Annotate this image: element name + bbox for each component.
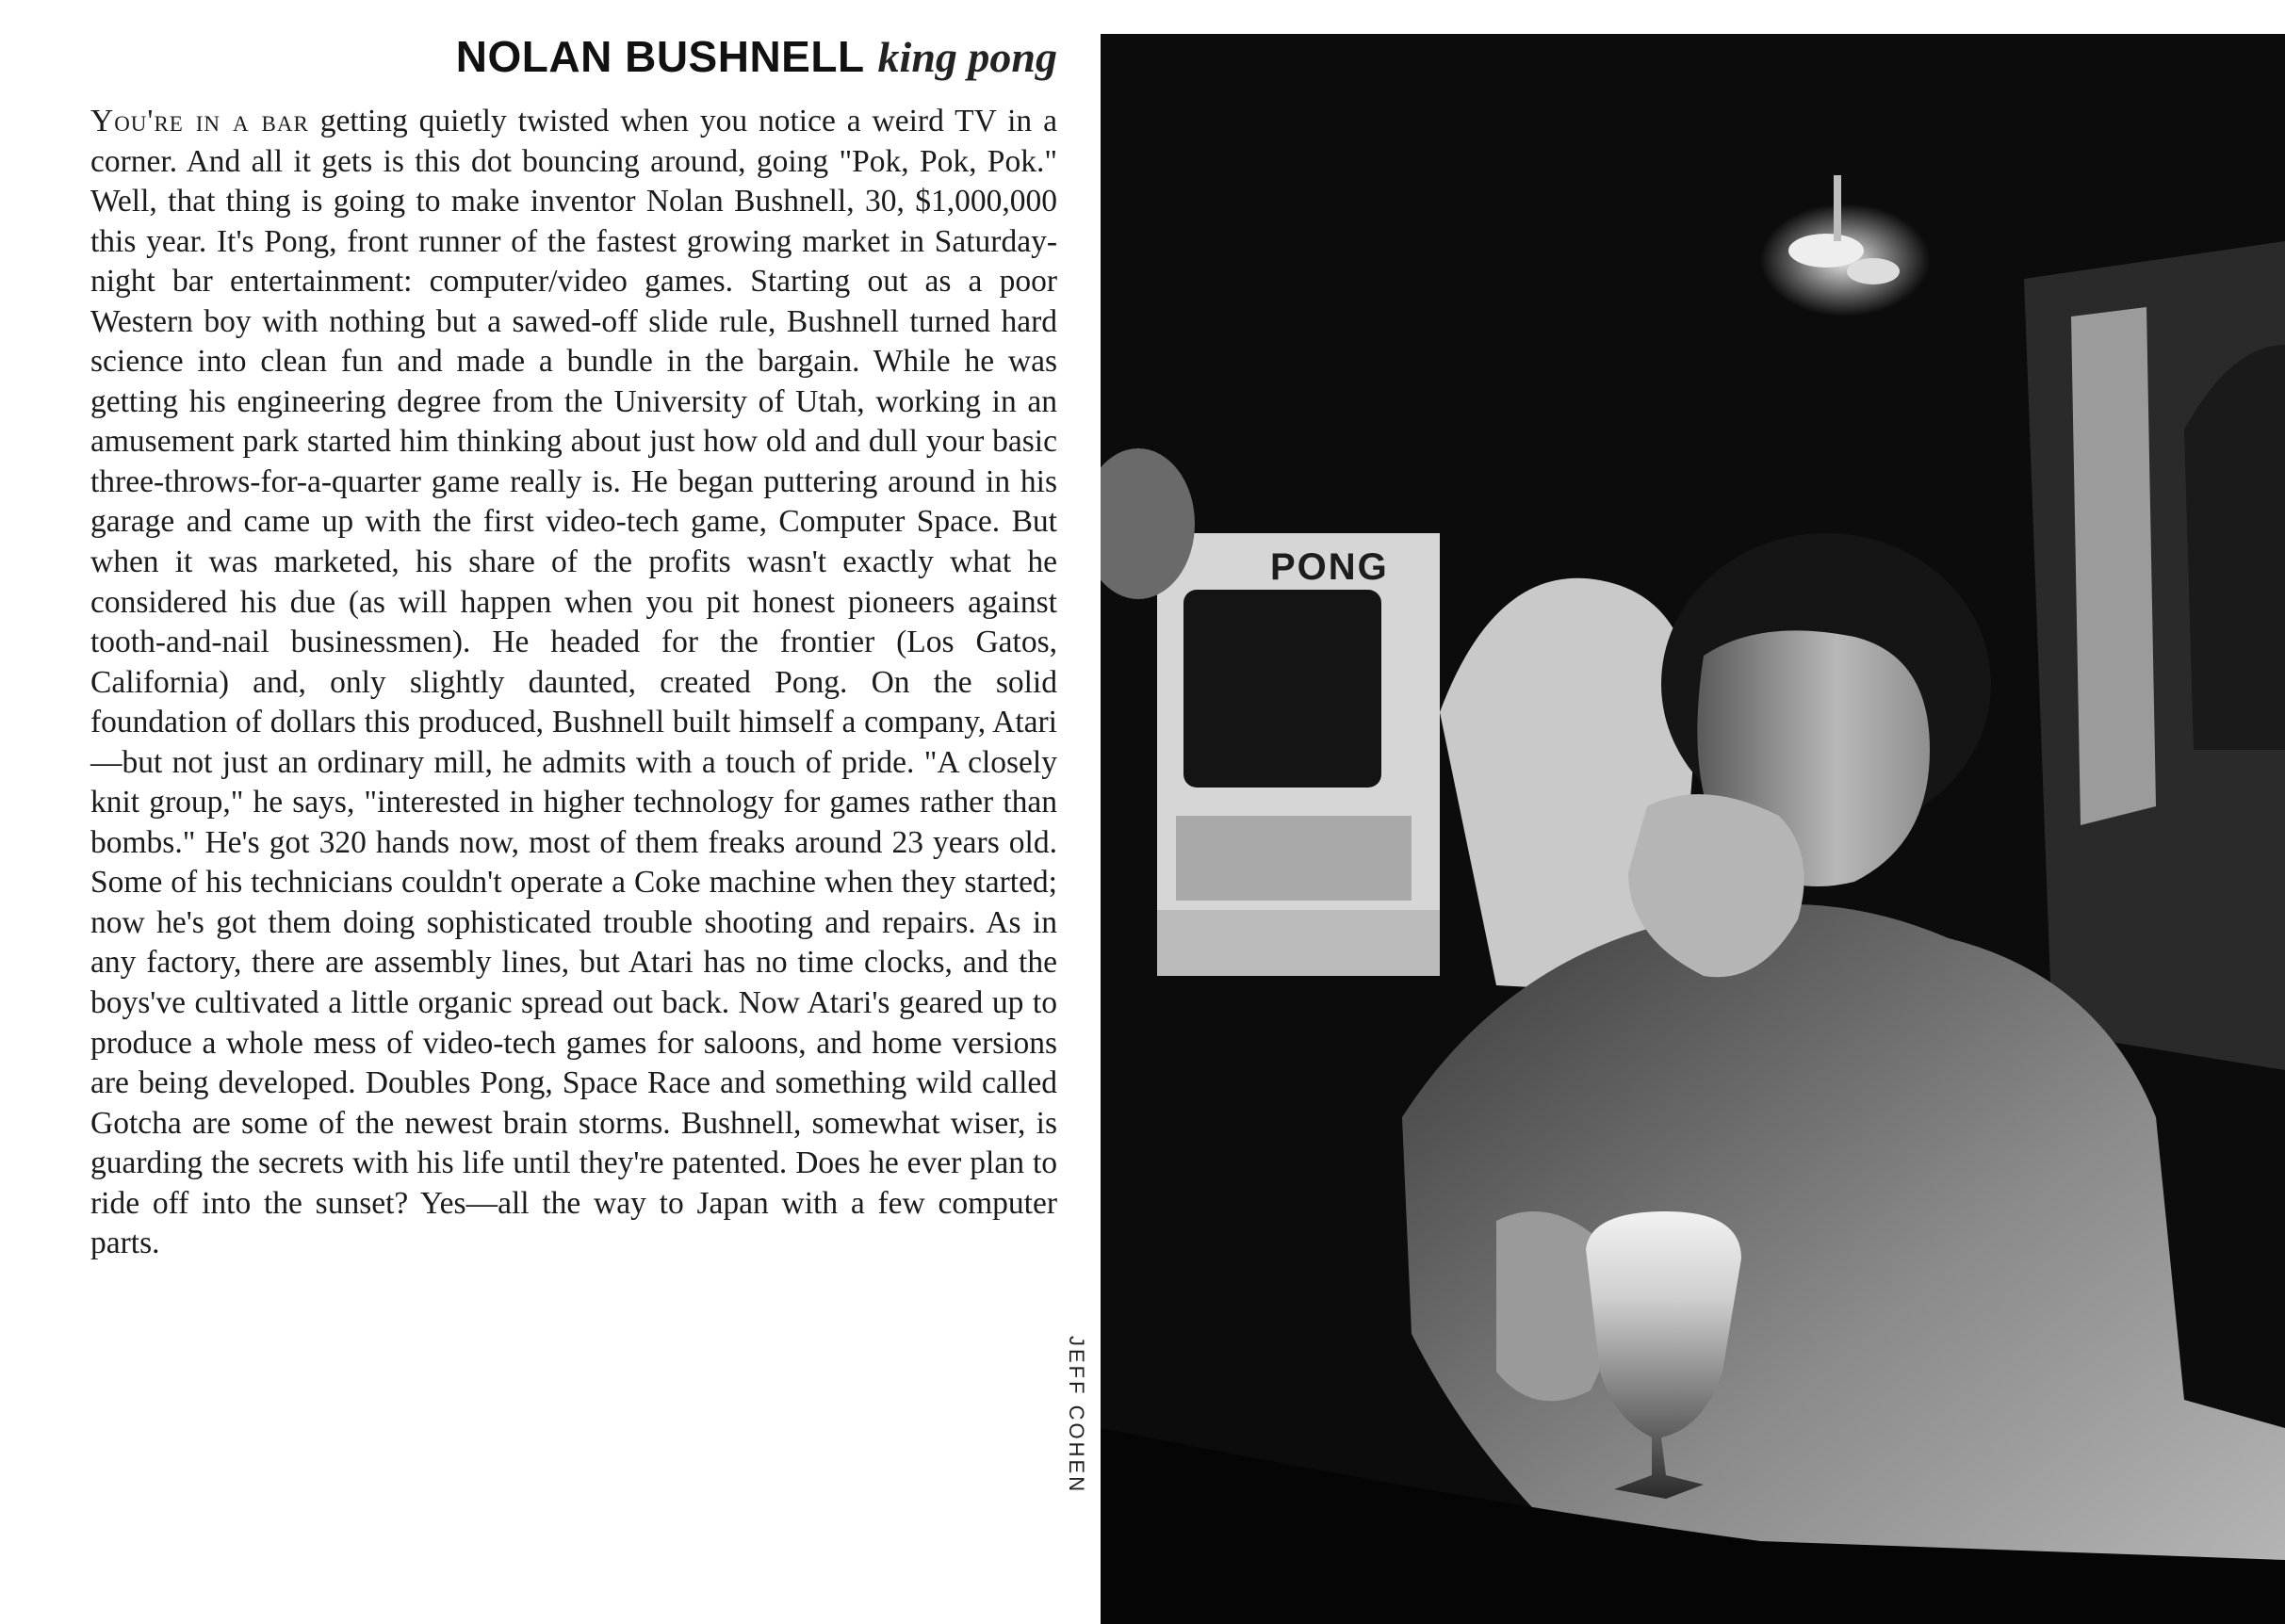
headline-subtitle: king pong <box>877 33 1057 81</box>
article-lead-in: You're in a bar <box>90 104 309 138</box>
photo-credit: JEFF COHEN <box>1065 1336 1088 1495</box>
article-column <box>90 28 1057 1264</box>
pong-machine-label: PONG <box>1270 546 1389 588</box>
headline-name: NOLAN BUSHNELL <box>455 32 865 81</box>
portrait-photo <box>1101 34 2285 1624</box>
article-headline <box>90 28 1057 85</box>
article-body-text: getting quietly twisted when you notice a weird TV in a corner. And all it gets is this dot bouncing around, going "Pok, Pok, Pok." Well, that thing is going to make inventor Nolan Bushnell, 30, $1,000,000 this year. It's Pong, front runner of the fastest growing market in Saturday-night bar entertainment: computer/video games. Starting out as a poor Western boy with nothing but a sawed-off slide rule, Bushnell turned hard science into clean fun and made a bundle in the bargain. While he was getting his engineering degree from the University of Utah, working in an amusement park started him thinking about just how old and dull your basic three-throws-for-a-quarter game really is. He began puttering around in his garage and came up with the first video-tech game, Computer Space. But when it was marketed, his share of the profits wasn't exactly what he considered his due (as will happen when you pit honest pioneers against tooth-and-nail businessmen). He headed for the frontier (Los Gatos, California) and, only slightly daunted, created Pong. On the solid foundation of dollars this produced, Bushnell built himself a company, Atari—but not just an ordinary mill, he admits with a touch of pride. "A closely knit group," he says, "interested in higher technology for games rather than bombs." He's got 320 hands now, most of them freaks around 23 years old. Some of his technicians couldn't operate a Coke machine when they started; now he's got them doing sophisticated trouble shooting and repairs. As in any factory, there are assembly lines, but Atari has no time clocks, and the boys've cultivated a little organic spread out back. Now Atari's geared up to produce a whole mess of video-tech games for saloons, and home versions are being developed. Doubles Pong, Space Race and something wild called Gotcha are some of the newest brain storms. Bushnell, somewhat wiser, is guarding the secrets with his life until they're patented. Does he ever plan to ride off into the sunset? Yes—all the way to Japan with a few computer parts. <box>90 104 1057 1261</box>
photo-illustration <box>1101 34 2285 1624</box>
article-body <box>90 102 1057 1264</box>
